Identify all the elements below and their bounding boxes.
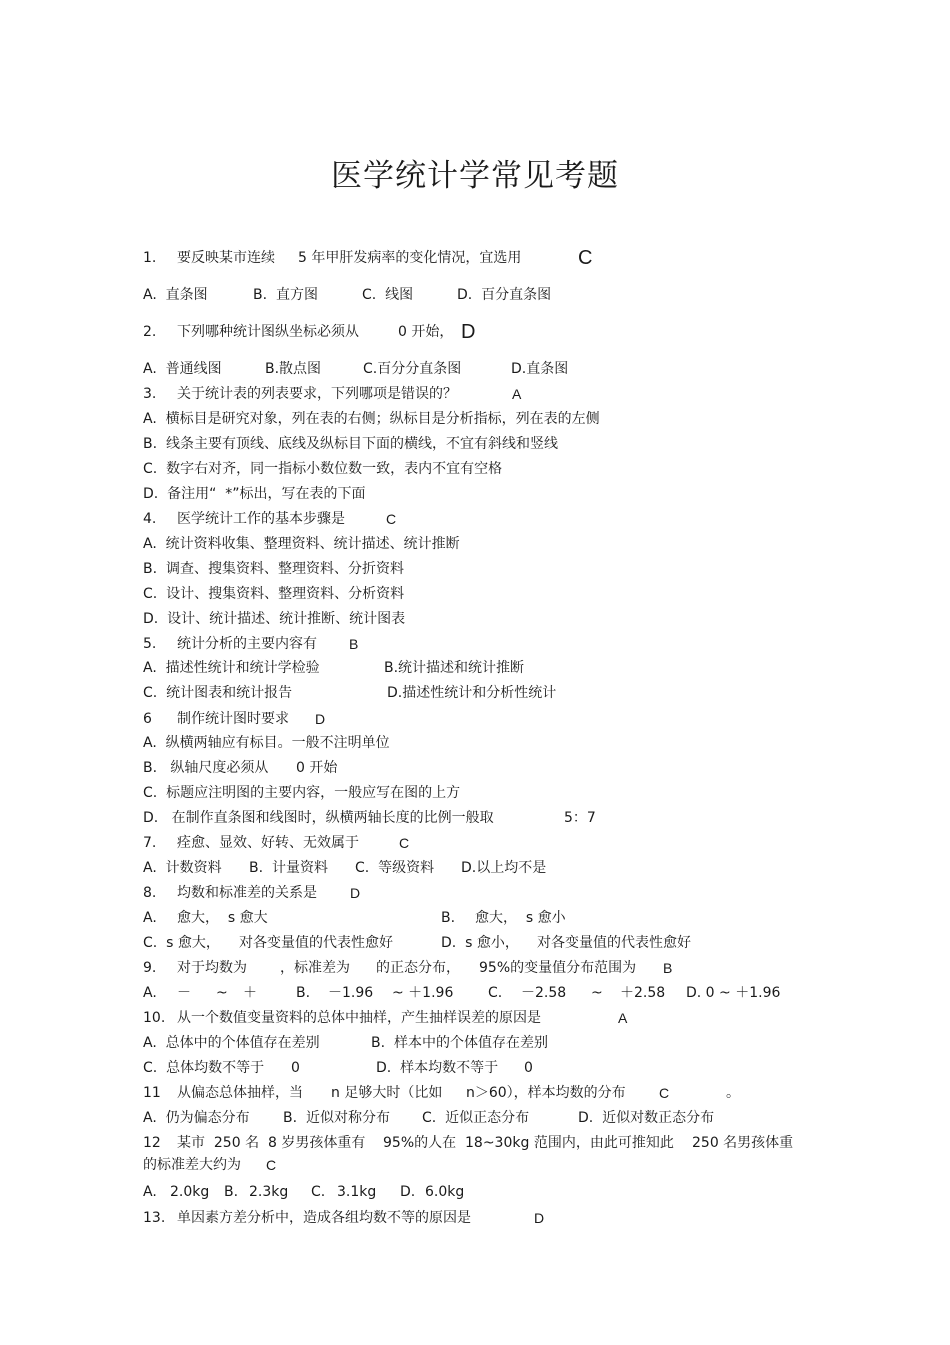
option-a: A. 直条图 — [143, 287, 208, 303]
option-b: B. 纵轴尺度必须从 — [143, 760, 269, 776]
option-c-upper: ＋2.58 — [620, 985, 666, 1001]
answer-label: C — [578, 247, 593, 269]
question-text: 医学统计工作的基本步骤是 — [177, 511, 345, 527]
option-c: C. 统计图表和统计报告 — [143, 685, 293, 701]
option-a: A. 普通线图 — [143, 361, 222, 377]
option-c: C. 设计、搜集资料、整理资料、分析资料 — [143, 586, 405, 602]
option-b-label: B. — [224, 1184, 239, 1200]
question-text: 统计分析的主要内容有 — [177, 636, 317, 652]
option-c-lower: －2.58 — [521, 985, 567, 1001]
option-c: C. 数字右对齐，同一指标小数位数一致，表内不宜有空格 — [143, 461, 503, 477]
question-text: 从一个数值变量资料的总体中抽样，产生抽样误差的原因是 — [177, 1010, 541, 1026]
question-text: 痊愈、显效、好转、无效属于 — [177, 835, 359, 851]
option-c: C. 线图 — [362, 287, 414, 303]
answer-label: C — [659, 1085, 670, 1101]
question-text: 下列哪种统计图纵坐标必须从 — [177, 324, 359, 340]
question-text: ，标准差为 — [280, 960, 350, 976]
question-text: 从偏态总体抽样，当 — [177, 1085, 303, 1101]
option-c-text: 对各变量值的代表性愈好 — [239, 935, 393, 951]
option-c-value: 0 — [291, 1060, 300, 1076]
option-b-label: B. — [296, 985, 311, 1001]
question-text: 要反映某市连续 — [177, 250, 275, 266]
option-c: 3.1kg — [337, 1184, 377, 1200]
page-title: 医学统计学常见考题 — [331, 158, 619, 194]
option-c: C. 总体均数不等于 — [143, 1060, 265, 1076]
option-b: B. 直方图 — [253, 287, 318, 303]
question-text: 单因素方差分析中，造成各组均数不等的原因是 — [177, 1210, 471, 1226]
option-d: D. 百分直条图 — [457, 287, 552, 303]
question-text: 95%的人在 18~30kg 范围内，由此可推知此 — [383, 1135, 674, 1151]
option-d: D.直条图 — [511, 361, 569, 377]
option-a-tilde: ~ — [216, 985, 228, 1001]
question-text: 某市 250 名 8 岁男孩体重有 — [177, 1135, 366, 1151]
option-a: 愈大， s 愈大 — [177, 910, 268, 926]
option-c: C. 标题应注明图的主要内容，一般应写在图的上方 — [143, 785, 461, 801]
question-number: 7. — [143, 835, 157, 851]
option-d: D. 近似对数正态分布 — [578, 1110, 715, 1126]
option-d-label: D. — [400, 1184, 416, 1200]
option-b: B. 线条主要有顶线、底线及纵标目下面的横线，不宜有斜线和竖线 — [143, 436, 558, 452]
option-a-label: A. — [143, 1184, 157, 1200]
question-text: n＞60），样本均数的分布 — [466, 1085, 626, 1101]
question-text: 250 名男孩体重 — [692, 1135, 794, 1151]
option-a-label: A. — [143, 985, 157, 1001]
question-number: 11 — [143, 1085, 161, 1101]
option-c-tilde: ~ — [591, 985, 603, 1001]
option-b: B.散点图 — [265, 361, 322, 377]
option-c: C. s 愈大， — [143, 935, 220, 951]
question-number: 3. — [143, 386, 157, 402]
answer-label: D — [350, 885, 361, 901]
option-b: 愈大， s 愈小 — [475, 910, 566, 926]
option-d: D.以上均不是 — [461, 860, 547, 876]
question-number: 4. — [143, 511, 157, 527]
question-number: 8. — [143, 885, 157, 901]
option-d: D. 样本均数不等于 — [376, 1060, 499, 1076]
question-text: 的正态分布， — [376, 960, 460, 976]
option-b: B. 近似对称分布 — [283, 1110, 390, 1126]
question-number: 10. — [143, 1010, 166, 1026]
option-d-text: 对各变量值的代表性愈好 — [537, 935, 691, 951]
option-d: 6.0kg — [425, 1184, 465, 1200]
option-b-label: B. — [441, 910, 456, 926]
option-d: D. 设计、统计描述、统计推断、统计图表 — [143, 611, 406, 627]
option-a: A. 仍为偏态分布 — [143, 1110, 250, 1126]
question-text-line2: 的标准差大约为 — [143, 1157, 241, 1173]
question-number: 5. — [143, 636, 157, 652]
option-d: D. 在制作直条图和线图时，纵横两轴长度的比例一般取 — [143, 810, 494, 826]
question-text: 5 年甲肝发病率的变化情况，宜选用 — [298, 250, 522, 266]
option-a: A. 纵横两轴应有标目。一般不注明单位 — [143, 735, 390, 751]
option-a-minus: － — [177, 985, 191, 1001]
question-text: 关于统计表的列表要求，下列哪项是错误的？ — [177, 386, 457, 402]
answer-label: A — [512, 386, 522, 402]
question-number: 2. — [143, 324, 157, 340]
question-tail: 。 — [726, 1085, 740, 1101]
question-text: 对于均数为 — [177, 960, 247, 976]
option-a: A. 计数资料 — [143, 860, 222, 876]
answer-label: B — [349, 636, 359, 652]
answer-label: D — [315, 711, 326, 727]
option-a: A. 统计资料收集、整理资料、统计描述、统计推断 — [143, 536, 460, 552]
option-c-label: C. — [488, 985, 503, 1001]
option-a-plus: ＋ — [243, 985, 257, 1001]
option-b: B.统计描述和统计推断 — [384, 660, 525, 676]
question-text: 制作统计图时要求 — [177, 711, 289, 727]
question-text: 95%的变量值分布范围为 — [479, 960, 637, 976]
option-d: D. 0 ~ ＋1.96 — [686, 985, 781, 1001]
option-b: B. 样本中的个体值存在差别 — [371, 1035, 548, 1051]
option-a-label: A. — [143, 910, 157, 926]
option-c-label: C. — [311, 1184, 326, 1200]
option-d-value: 0 — [524, 1060, 533, 1076]
option-a: A. 横标目是研究对象，列在表的右侧；纵标目是分析指标，列在表的左侧 — [143, 411, 600, 427]
option-b: B. 调查、搜集资料、整理资料、分折资料 — [143, 561, 404, 577]
answer-label: C — [266, 1157, 277, 1173]
option-b-upper: ~ ＋1.96 — [392, 985, 454, 1001]
question-text: 均数和标准差的关系是 — [177, 885, 317, 901]
option-d: D. 备注用“ *”标出，写在表的下面 — [143, 486, 366, 502]
answer-label: A — [618, 1010, 628, 1026]
option-a: A. 总体中的个体值存在差别 — [143, 1035, 320, 1051]
option-d: D. s 愈小， — [441, 935, 519, 951]
question-number: 9. — [143, 960, 157, 976]
answer-label: C — [399, 835, 410, 851]
question-number: 12 — [143, 1135, 161, 1151]
option-b: 2.3kg — [249, 1184, 289, 1200]
option-c: C. 等级资料 — [355, 860, 435, 876]
option-d: D.描述性统计和分析性统计 — [387, 685, 557, 701]
option-c: C. 近似正态分布 — [422, 1110, 530, 1126]
answer-label: B — [663, 960, 673, 976]
question-text: n 足够大时（比如 — [331, 1085, 443, 1101]
option-a: 2.0kg — [170, 1184, 210, 1200]
option-b: B. 计量资料 — [249, 860, 328, 876]
question-text: 0 开始， — [398, 324, 454, 340]
answer-label: C — [386, 511, 397, 527]
answer-label: D — [461, 321, 476, 343]
question-number: 1. — [143, 250, 157, 266]
question-number: 13. — [143, 1210, 166, 1226]
option-a: A. 描述性统计和统计学检验 — [143, 660, 320, 676]
question-number: 6 — [143, 711, 152, 727]
option-b-lower: －1.96 — [328, 985, 374, 1001]
option-c: C.百分分直条图 — [363, 361, 462, 377]
option-b-value: 0 开始 — [296, 760, 338, 776]
option-d-ratio: 5：7 — [564, 810, 596, 826]
answer-label: D — [534, 1210, 545, 1226]
